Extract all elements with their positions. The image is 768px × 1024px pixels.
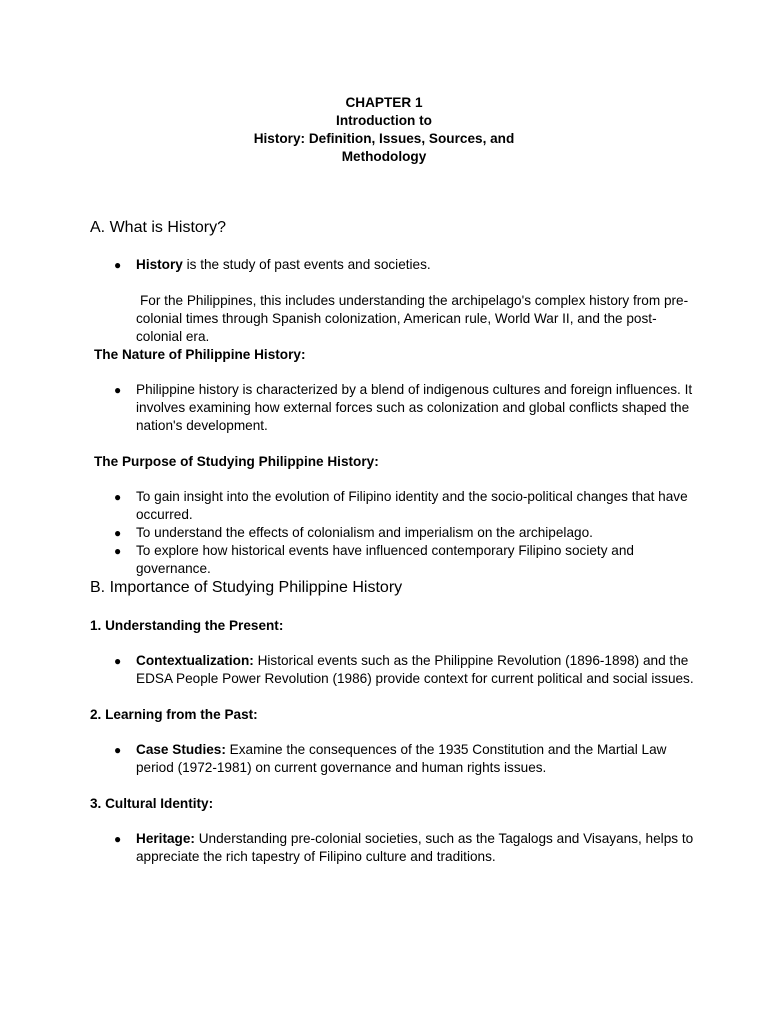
list-item xyxy=(114,524,696,542)
term-heritage: Heritage: xyxy=(136,831,195,846)
bullet-icon: ● xyxy=(114,258,122,272)
definition-text: is the study of past events and societies. xyxy=(182,257,431,272)
section-b-heading: B. Importance of Studying Philippine History xyxy=(90,579,403,596)
list-item xyxy=(114,488,696,524)
purpose-heading: The Purpose of Studying Philippine History: xyxy=(94,454,379,469)
purpose-text-3: To explore how historical events have influenced contemporary Filipino society and governance. xyxy=(136,543,634,576)
purpose-text-2: To understand the effects of colonialism and imperialism on the archipelago. xyxy=(136,525,593,540)
chapter-title-block xyxy=(0,94,768,166)
bullet-icon: ● xyxy=(114,544,122,558)
bullet-icon: ● xyxy=(114,743,122,757)
contextualization-text: Historical events such as the Philippine Revolution (1896-1898) and the EDSA People Power Revolution (1986) provide context for current political and social issues. xyxy=(136,653,694,686)
list-item xyxy=(114,830,696,866)
chapter-intro-line: Introduction to xyxy=(336,113,432,128)
understanding-present-heading: 1. Understanding the Present: xyxy=(90,618,284,633)
term-contextualization: Contextualization: xyxy=(136,653,254,668)
term-case-studies: Case Studies: xyxy=(136,742,226,757)
list-item xyxy=(114,542,696,578)
list-item xyxy=(114,741,696,777)
cultural-identity-heading: 3. Cultural Identity: xyxy=(90,796,214,811)
bullet-icon: ● xyxy=(114,832,122,846)
list-item xyxy=(114,381,696,435)
chapter-number: CHAPTER 1 xyxy=(345,95,423,110)
nature-text: Philippine history is characterized by a blend of indigenous cultures and foreign influences. It involves examining how external forces such as colonization and global conflicts shaped the nation's development. xyxy=(136,382,693,433)
term-history: History xyxy=(136,257,183,272)
learning-past-heading: 2. Learning from the Past: xyxy=(90,707,258,722)
section-a-heading: A. What is History? xyxy=(90,219,227,236)
chapter-subtitle-line-2: Methodology xyxy=(341,149,427,164)
heritage-text: Understanding pre-colonial societies, such as the Tagalogs and Visayans, helps to appreciate the rich tapestry of Filipino culture and traditions. xyxy=(136,831,694,864)
bullet-icon: ● xyxy=(114,383,122,397)
case-studies-text: Examine the consequences of the 1935 Constitution and the Martial Law period (1972-1981) on current governance and human rights issues. xyxy=(136,742,667,775)
list-item xyxy=(114,256,696,274)
philippines-paragraph: For the Philippines, this includes understanding the archipelago's complex history from pre-colonial times through Spanish colonization, American rule, World War II, and the post-colonial era. xyxy=(136,293,689,344)
chapter-subtitle-line: History: Definition, Issues, Sources, and xyxy=(253,131,515,146)
bullet-icon: ● xyxy=(114,490,122,504)
list-item xyxy=(114,652,696,688)
bullet-icon: ● xyxy=(114,526,122,540)
nature-heading: The Nature of Philippine History: xyxy=(94,347,306,362)
bullet-icon: ● xyxy=(114,654,122,668)
purpose-text-1: To gain insight into the evolution of Filipino identity and the socio-political changes that have occurred. xyxy=(136,489,688,522)
